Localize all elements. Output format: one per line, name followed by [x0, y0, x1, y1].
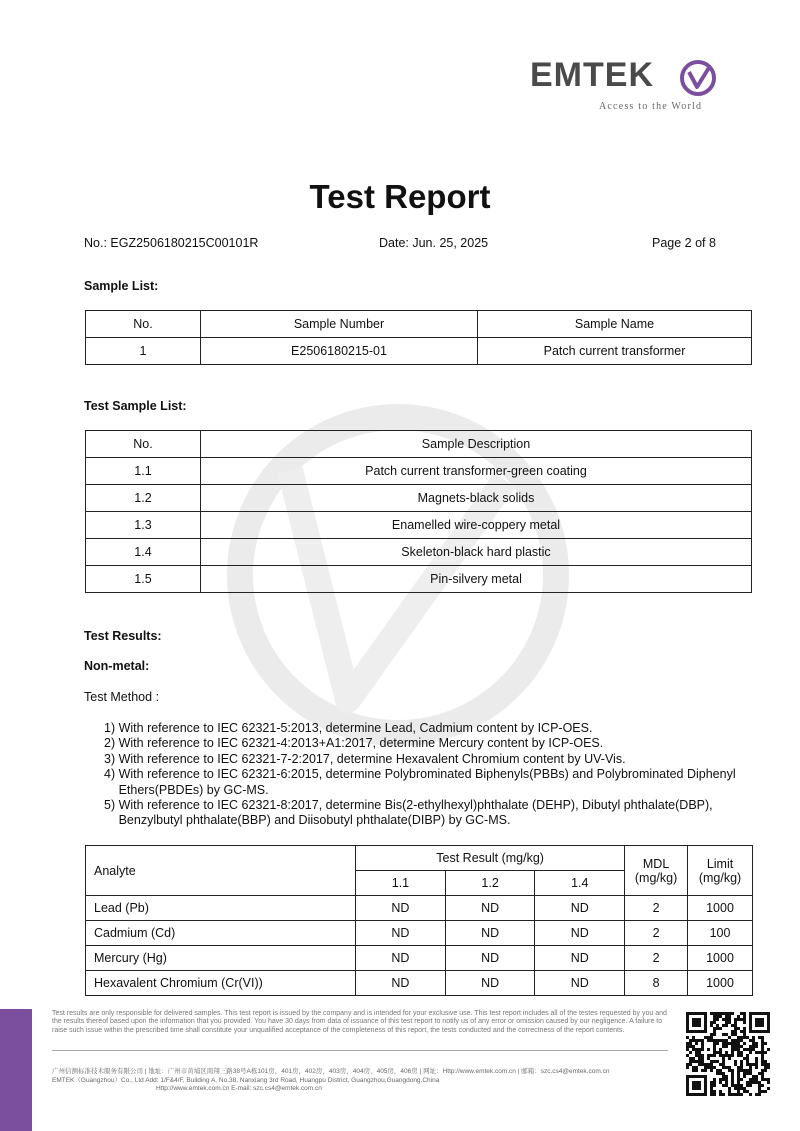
- list-item: [104, 798, 744, 829]
- footer-divider: [52, 1050, 668, 1051]
- test-results-heading: Test Results:: [84, 629, 162, 643]
- table-cell: Patch current transformer-green coating: [201, 458, 752, 485]
- table-cell: 1.5: [86, 566, 201, 593]
- table-cell: E2506180215-01: [201, 338, 478, 365]
- column-header: Sample Description: [201, 431, 752, 458]
- footer-line: 广州信测标准技术服务有限公司 | 地址：广州市黄埔区南翔三路38号A栋101房，401房，402房，403房，404房，405房，406房 | 网址：Http://www.emtek.com.cn | 邮箱：szc.cs4@emtek.com.cn: [52, 1068, 610, 1075]
- list-number: 3): [104, 751, 119, 766]
- footer-disclaimer: Test results are only responsible for delivered samples. This test report is issued by the company and is intended for your exclusive use. This test report includes all of the testes requested by you and the results thereof based upon the information that you provided. You have 30 days from data of issuance of this test report to notify us of any error or omission caused by our negligence. A failure to raise such issue within the prescribed time shall constitute your unqualified acceptance of the completeness of this report, the tests conducted and the correctness of the report contents.: [52, 1010, 667, 1034]
- table-cell: Mercury (Hg): [86, 946, 356, 971]
- footer-accent-bar: [0, 1009, 32, 1131]
- table-row: [86, 896, 753, 921]
- table-cell: 1000: [688, 971, 753, 996]
- list-text: With reference to IEC 62321-5:2013, determine Lead, Cadmium content by ICP-OES.: [118, 721, 593, 735]
- list-number: 4): [104, 767, 119, 782]
- column-header: 1.1: [356, 871, 446, 896]
- table-cell: Patch current transformer: [478, 338, 752, 365]
- list-text: With reference to IEC 62321-6:2015, determine Polybrominated Biphenyls(PBBs) and Polybrominated Diphenyl Ethers(PBDEs) by GC-MS.: [118, 767, 736, 797]
- table-cell: Cadmium (Cd): [86, 921, 356, 946]
- table-cell: ND: [356, 946, 446, 971]
- list-text: With reference to IEC 62321-8:2017, determine Bis(2-ethylhexyl)phthalate (DEHP), Dibutyl phthalate(DBP), Benzylbutyl phthalate(BBP) and Diisobutyl phthalate(DIBP) by GC-MS.: [118, 798, 713, 828]
- footer-line: Http://www.emtek.com.cn E-mail: szc.cs4@emtek.com.cn: [156, 1085, 322, 1093]
- column-header: 1.4: [535, 871, 625, 896]
- column-header: No.: [86, 431, 201, 458]
- company-logo: [530, 52, 730, 116]
- column-header: Test Result (mg/kg): [356, 846, 625, 871]
- list-number: 2): [104, 736, 119, 751]
- list-item: [104, 752, 744, 767]
- table-cell: Enamelled wire-coppery metal: [201, 512, 752, 539]
- table-cell: 1.3: [86, 512, 201, 539]
- sample-list-heading: Sample List:: [84, 279, 159, 293]
- table-cell: 1000: [688, 946, 753, 971]
- table-header-row: [86, 431, 752, 458]
- table-cell: Lead (Pb): [86, 896, 356, 921]
- test-method-list: [104, 721, 744, 829]
- test-sample-list-table: [85, 430, 752, 593]
- table-cell: 1.4: [86, 539, 201, 566]
- list-item: [104, 721, 744, 736]
- table-cell: Magnets-black solids: [201, 485, 752, 512]
- table-cell: ND: [356, 921, 446, 946]
- table-row: [86, 971, 753, 996]
- list-item: [104, 736, 744, 751]
- table-cell: ND: [445, 971, 535, 996]
- logo-wordmark: EMTEK: [530, 56, 654, 94]
- column-header: MDL (mg/kg): [625, 846, 688, 896]
- list-item: [104, 767, 744, 798]
- sample-list-table: [85, 310, 752, 365]
- list-number: 1): [104, 721, 119, 735]
- table-cell: Pin-silvery metal: [201, 566, 752, 593]
- report-date: Date: Jun. 25, 2025: [379, 236, 489, 250]
- table-cell: ND: [445, 946, 535, 971]
- table-cell: 1000: [688, 896, 753, 921]
- column-header: 1.2: [445, 871, 535, 896]
- table-cell: ND: [535, 921, 625, 946]
- page-title: Test Report: [309, 178, 491, 215]
- table-row: [86, 946, 753, 971]
- table-row: [86, 512, 752, 539]
- table-cell: ND: [535, 946, 625, 971]
- table-cell: ND: [535, 896, 625, 921]
- qr-code-icon: [686, 1012, 770, 1096]
- table-row: [86, 338, 752, 365]
- table-cell: 2: [625, 921, 688, 946]
- table-row: [86, 458, 752, 485]
- test-method-label: Test Method :: [84, 690, 160, 704]
- table-cell: 1: [86, 338, 201, 365]
- table-cell: ND: [445, 896, 535, 921]
- table-cell: ND: [535, 971, 625, 996]
- check-circle-icon: [678, 56, 720, 98]
- column-header: No.: [86, 311, 201, 338]
- report-number: No.: EGZ2506180215C00101R: [84, 236, 259, 250]
- column-header: Sample Number: [201, 311, 478, 338]
- footer-line: EMTEK（Guangzhou）Co., Ltd Add: 1/F&4/F, Building A, No.38, Nanxiang 3rd Road, Huangpu District, Guangzhou,Guangdong,China: [52, 1076, 440, 1084]
- results-table: [85, 845, 753, 996]
- logo-tagline: Access to the World: [599, 101, 703, 112]
- test-sample-list-heading: Test Sample List:: [84, 399, 187, 413]
- table-cell: Hexavalent Chromium (Cr(VI)): [86, 971, 356, 996]
- list-text: With reference to IEC 62321-7-2:2017, determine Hexavalent Chromium content by UV-Vis.: [118, 751, 626, 766]
- table-header-row: [86, 846, 753, 871]
- list-number: 5): [104, 798, 119, 813]
- table-cell: 1.1: [86, 458, 201, 485]
- table-cell: 100: [688, 921, 753, 946]
- table-cell: 1.2: [86, 485, 201, 512]
- table-cell: ND: [356, 896, 446, 921]
- table-row: [86, 566, 752, 593]
- table-cell: 8: [625, 971, 688, 996]
- table-cell: 2: [625, 946, 688, 971]
- column-header: Sample Name: [478, 311, 752, 338]
- column-header: Limit (mg/kg): [688, 846, 753, 896]
- table-cell: Skeleton-black hard plastic: [201, 539, 752, 566]
- footer-contact: [52, 1068, 672, 1094]
- list-text: With reference to IEC 62321-4:2013+A1:2017, determine Mercury content by ICP-OES.: [118, 736, 604, 751]
- table-row: [86, 539, 752, 566]
- table-header-row: [86, 311, 752, 338]
- table-cell: ND: [445, 921, 535, 946]
- non-metal-heading: Non-metal:: [84, 659, 150, 673]
- table-cell: ND: [356, 971, 446, 996]
- column-header: Analyte: [86, 846, 356, 896]
- table-row: [86, 921, 753, 946]
- table-row: [86, 485, 752, 512]
- page-number: Page 2 of 8: [652, 236, 716, 250]
- table-cell: 2: [625, 896, 688, 921]
